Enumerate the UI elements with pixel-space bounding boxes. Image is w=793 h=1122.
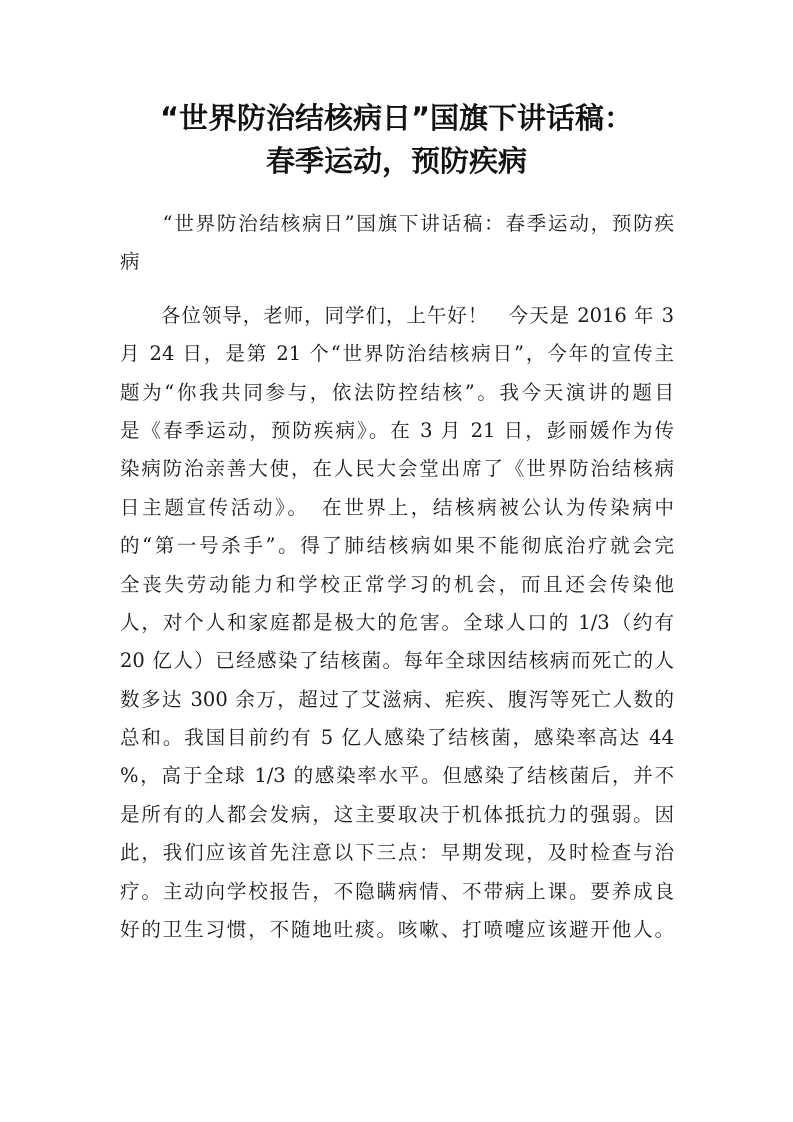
text-line: 好的卫生习惯，不随地吐痰。咳嗽、打喷嚏应该避开他人。 [120,918,674,942]
text-line: 疗。主动向学校报告，不隐瞒病情、不带病上课。要养成良 [120,879,674,903]
document-body [120,205,674,949]
text-line: 各位领导，老师，同学们，上午好！ 今天是 2016 年 3 [120,303,674,327]
text-line: 染病防治亲善大使，在人民大会堂出席了《世界防治结核病 [120,457,674,481]
text-line: 日主题宣传活动》。 在世界上，结核病被公认为传染病中 [120,495,674,519]
text-line: 总和。我国目前约有 5 亿人感染了结核菌，感染率高达 44 [120,726,674,750]
text-line: “世界防治结核病日”国旗下讲话稿：春季运动，预防疾 [120,212,674,235]
text-line: 20 亿人）已经感染了结核菌。每年全球因结核病而死亡的人 [120,649,674,673]
paragraph-spacer [120,282,674,297]
title-line-1: “世界防治结核病日”国旗下讲话稿： [159,101,634,135]
paragraph-speech [120,297,674,950]
text-line: 人，对个人和家庭都是极大的危害。全球人口的 1/3（约有 [120,610,674,634]
text-line: 此，我们应该首先注意以下三点：早期发现，及时检查与治 [120,841,674,865]
document-title [100,97,693,183]
text-line: 的“第一号杀手”。得了肺结核病如果不能彻底治疗就会完 [120,534,674,558]
paragraph-subtitle [120,205,674,282]
text-line: 全丧失劳动能力和学校正常学习的机会，而且还会传染他 [120,572,674,596]
text-line: 月 24 日，是第 21 个“世界防治结核病日”，今年的宣传主 [120,342,674,366]
text-line: 数多达 300 余万，超过了艾滋病、疟疾、腹泻等死亡人数的 [120,687,674,711]
text-line: 题为“你我共同参与，依法防控结核”。我今天演讲的题目 [120,380,674,404]
text-line: 是《春季运动，预防疾病》。在 3 月 21 日，彭丽媛作为传 [120,418,674,442]
text-line: 是所有的人都会发病，这主要取决于机体抵抗力的强弱。因 [120,802,674,826]
text-line: 病 [120,250,140,274]
text-line: %，高于全球 1/3 的感染率水平。但感染了结核菌后，并不 [120,764,674,788]
title-line-2: 春季运动，预防疾病 [265,144,527,178]
